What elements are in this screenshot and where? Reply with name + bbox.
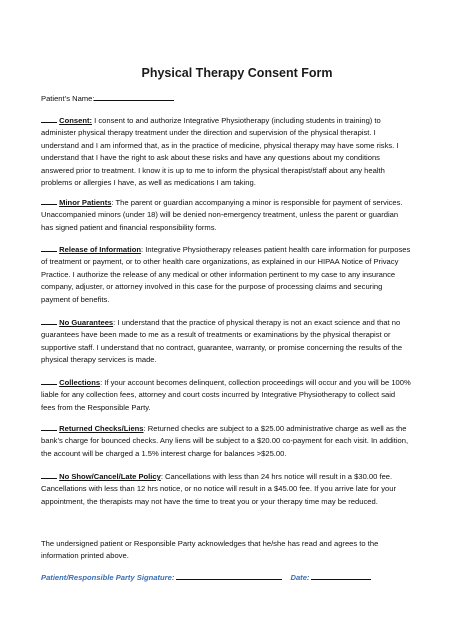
patient-name-field[interactable] (94, 92, 174, 101)
initial-blank[interactable] (41, 470, 57, 479)
section-heading: Minor Patients (59, 198, 112, 207)
section-no-show-policy: No Show/Cancel/Late Policy: Cancellations with less than 24 hrs notice will result in a $30.00 fee. Cancellations with less than 12 hrs notice, or no notice will result in a $45.00 fee. If you arrive late for your appointment, the therapists may not have the time to treat you or your therapy time may be reduced. (41, 472, 396, 506)
section-collections: Collections: If your account becomes delinquent, collection proceedings will occur and you will be 100% liable for any collection fees, attorney and court costs incurred by Integrative Physiotherapy to collect said fees from the Responsible Party. (41, 378, 411, 412)
section-heading: Release of Information (59, 245, 141, 254)
initial-blank[interactable] (41, 243, 57, 252)
signature-label: Patient/Responsible Party Signature: (41, 573, 175, 582)
section-returned-checks-liens: Returned Checks/Liens: Returned checks are subject to a $25.00 administrative charge as well as the bank’s charge for bounced checks. Any liens will be subject to a $20.00 co-payment for each visit. In addition, the account will be charged a 1.5% interest charge for balances >$25.00. (41, 424, 409, 458)
initial-blank[interactable] (41, 422, 57, 431)
section-heading: Consent: (59, 116, 93, 125)
section-heading: Collections (59, 378, 101, 387)
date-field[interactable] (311, 571, 371, 580)
section-heading: No Show/Cancel/Late Policy (59, 472, 161, 481)
initial-blank[interactable] (41, 316, 57, 325)
section-heading: No Guarantees (59, 318, 114, 327)
initial-blank[interactable] (41, 114, 57, 123)
initial-blank[interactable] (41, 376, 57, 385)
patient-name-label: Patient’s Name: (41, 94, 95, 103)
form-title: Physical Therapy Consent Form (141, 66, 333, 80)
signature-row (41, 571, 441, 584)
initial-blank[interactable] (41, 196, 57, 205)
date-label: Date: (290, 573, 310, 582)
acknowledgment-paragraph: The undersigned patient or Responsible Party acknowledges that he/she has read and agrees to the information printed above. (41, 539, 379, 561)
section-heading: Returned Checks/Liens (59, 424, 144, 433)
signature-field[interactable] (176, 571, 282, 580)
section-consent: Consent: I consent to and authorize Integrative Physiotherapy (including students in training) to administer physical therapy treatment under the direction and supervision of the physical therapist. I understand and I am informed that, as in the practice of medicine, physical therapy may have some risks. I understand that I have the right to ask about these risks and have any questions about my conditions answered prior to treatment. I know it is up to me to inform the physical therapist/staff about any health problems or allergies I have, as well as medications I am taking. (41, 116, 399, 188)
patient-name-row (41, 92, 441, 105)
section-release-of-information: Release of Information: Integrative Physiotherapy releases patient health care information for purposes of treatment or payment, or to other health care organizations, as explained in our HIPAA Notice of Privacy Practice. I authorize the release of any medical or other information pertinent to my case to any insurance company, adjuster, or attorney involved in this case for the purpose of processing claims and securing payment of benefits. (41, 245, 411, 304)
section-minor-patients: Minor Patients: The parent or guardian accompanying a minor is responsible for payment of services. Unaccompanied minors (under 18) will be denied non-emergency treatment, unless the parent or guardian has signed patient and financial responsibility forms. (41, 198, 403, 232)
section-no-guarantees: No Guarantees: I understand that the practice of physical therapy is not an exact science and that no guarantees have been made to me as a result of treatments or examinations by the physical therapist or supportive staff. I understand that no contract, guarantee, warranty, or promise concerning the results of the physical therapy services is made. (41, 318, 403, 365)
